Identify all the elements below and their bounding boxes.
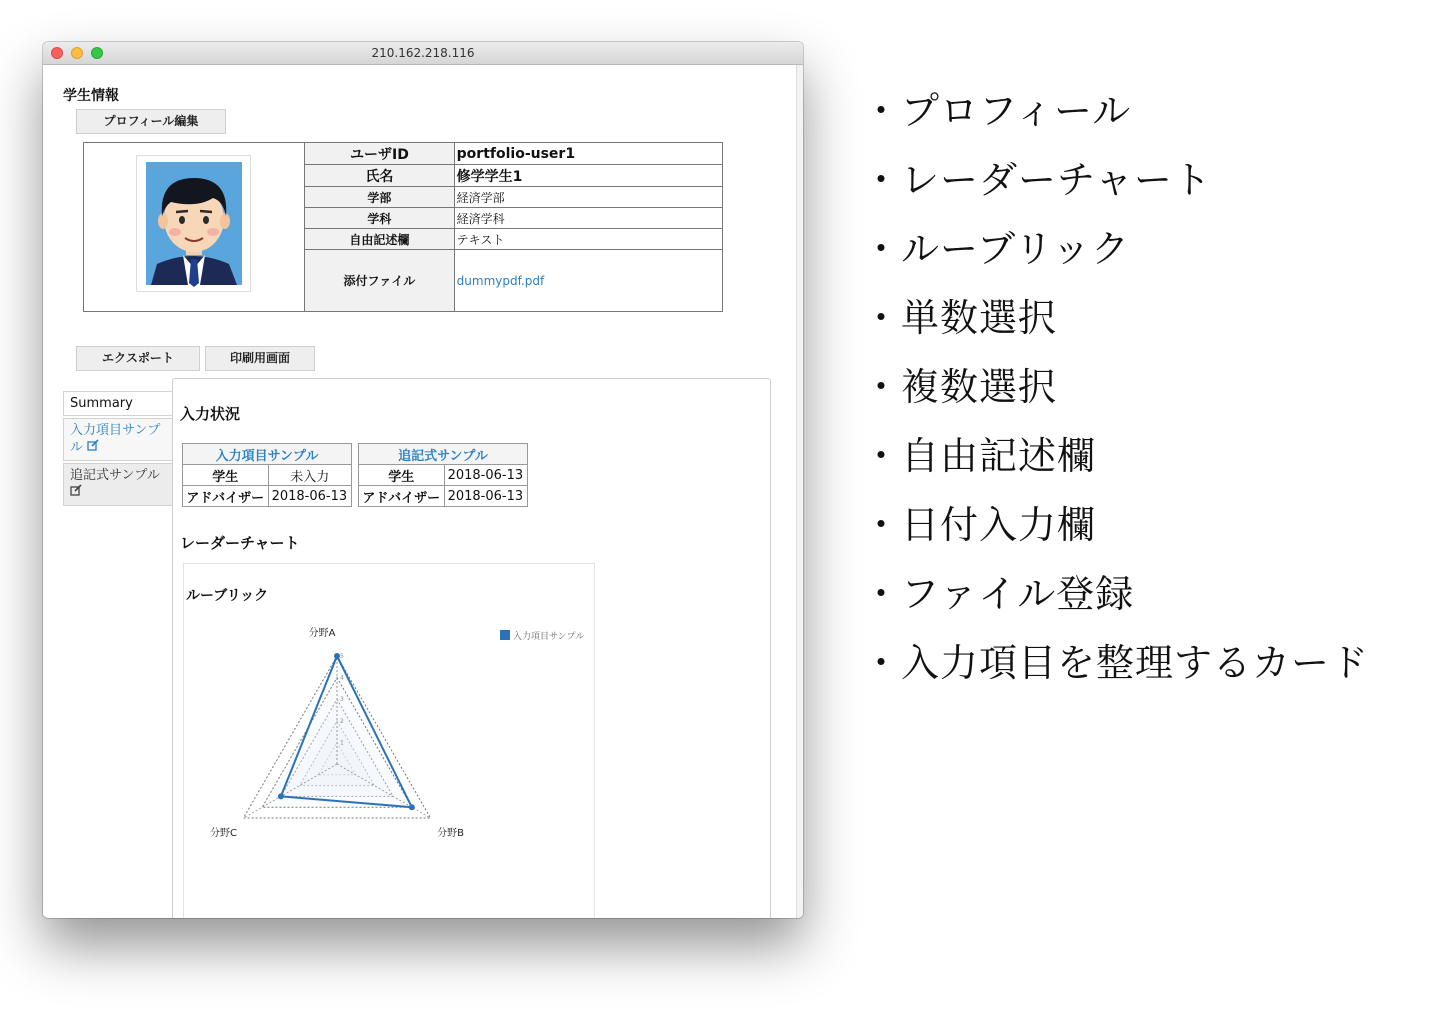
feature-item: ・レーダーチャート	[862, 158, 1212, 202]
page-content	[43, 65, 795, 918]
status-table-append-sample	[358, 443, 528, 507]
radar-chart-heading: レーダーチャート	[180, 534, 300, 552]
data-point	[334, 653, 340, 659]
profile-key-attachment: 添付ファイル	[305, 250, 455, 312]
vertical-scrollbar[interactable]	[796, 65, 803, 918]
advisor-value: 2018-06-13	[268, 486, 351, 507]
profile-key-faculty: 学部	[305, 187, 455, 208]
page-title: 学生情報	[63, 88, 119, 104]
feature-item: ・複数選択	[862, 365, 1058, 409]
student-label: 学生	[183, 465, 269, 486]
student-value: 2018-06-13	[444, 465, 527, 486]
status-table-title: 入力項目サンプル	[183, 444, 352, 465]
profile-table	[83, 142, 723, 312]
export-button[interactable]: エクスポート	[76, 346, 200, 371]
input-status-heading: 入力状況	[180, 405, 241, 423]
profile-value-faculty: 経済学部	[454, 187, 722, 208]
tab-input-sample-label: 入力項目サンプル	[70, 423, 161, 455]
edit-icon	[87, 440, 99, 455]
axis-label: 分野A	[308, 628, 336, 639]
tab-summary[interactable]: Summary	[63, 391, 173, 416]
tick-label: 1	[340, 739, 344, 747]
student-label: 学生	[359, 465, 445, 486]
tick-label: 2	[340, 717, 344, 725]
profile-key-free-text: 自由記述欄	[305, 229, 455, 250]
photo-cell	[84, 143, 305, 312]
profile-value-user-id: portfolio-user1	[454, 143, 722, 165]
browser-window	[43, 42, 803, 918]
tick-label: 4	[340, 674, 344, 682]
profile-value-department: 経済学科	[454, 208, 722, 229]
window-title: 210.162.218.116	[371, 46, 475, 60]
profile-value-free-text: テキスト	[454, 229, 722, 250]
status-table-input-sample	[182, 443, 352, 507]
profile-photo	[136, 155, 251, 292]
tick-label: 3	[340, 696, 344, 704]
data-point	[278, 793, 284, 799]
chart-title: ルーブリック	[186, 588, 269, 604]
advisor-label: アドバイザー	[183, 486, 269, 507]
tab-append-sample[interactable]	[63, 463, 173, 506]
legend-label: 入力項目サンプル	[513, 632, 585, 642]
feature-item: ・単数選択	[862, 296, 1058, 340]
feature-item: ・入力項目を整理するカード	[862, 641, 1370, 685]
feature-item: ・ルーブリック	[862, 227, 1131, 271]
profile-key-department: 学科	[305, 208, 455, 229]
feature-item: ・日付入力欄	[862, 503, 1097, 547]
feature-item: ・自由記述欄	[862, 434, 1097, 478]
radar-chart	[184, 564, 594, 918]
tick-label: 5	[340, 653, 344, 660]
attachment-link[interactable]: dummypdf.pdf	[456, 273, 545, 288]
advisor-label: アドバイザー	[359, 486, 445, 507]
profile-value-name: 修学学生1	[454, 165, 722, 187]
legend-swatch	[500, 630, 510, 640]
avatar-illustration	[137, 156, 250, 291]
status-table-title: 追記式サンプル	[359, 444, 528, 465]
advisor-value: 2018-06-13	[444, 486, 527, 507]
profile-key-name: 氏名	[305, 165, 455, 187]
tab-input-sample[interactable]	[63, 418, 173, 461]
axis-label: 分野B	[437, 828, 464, 839]
edit-icon	[70, 485, 82, 500]
feature-item: ・ファイル登録	[862, 572, 1135, 616]
feature-item: ・プロフィール	[862, 89, 1132, 133]
title-bar	[43, 42, 803, 65]
student-value: 未入力	[268, 465, 351, 486]
print-view-button[interactable]: 印刷用画面	[205, 346, 315, 371]
summary-panel	[172, 378, 771, 918]
axis-label: 分野C	[209, 828, 237, 839]
profile-key-user-id: ユーザID	[305, 143, 455, 165]
radar-chart-container	[183, 563, 595, 918]
tab-append-sample-label: 追記式サンプル	[70, 468, 160, 483]
edit-profile-button[interactable]: プロフィール編集	[76, 109, 226, 134]
data-point	[409, 804, 415, 810]
